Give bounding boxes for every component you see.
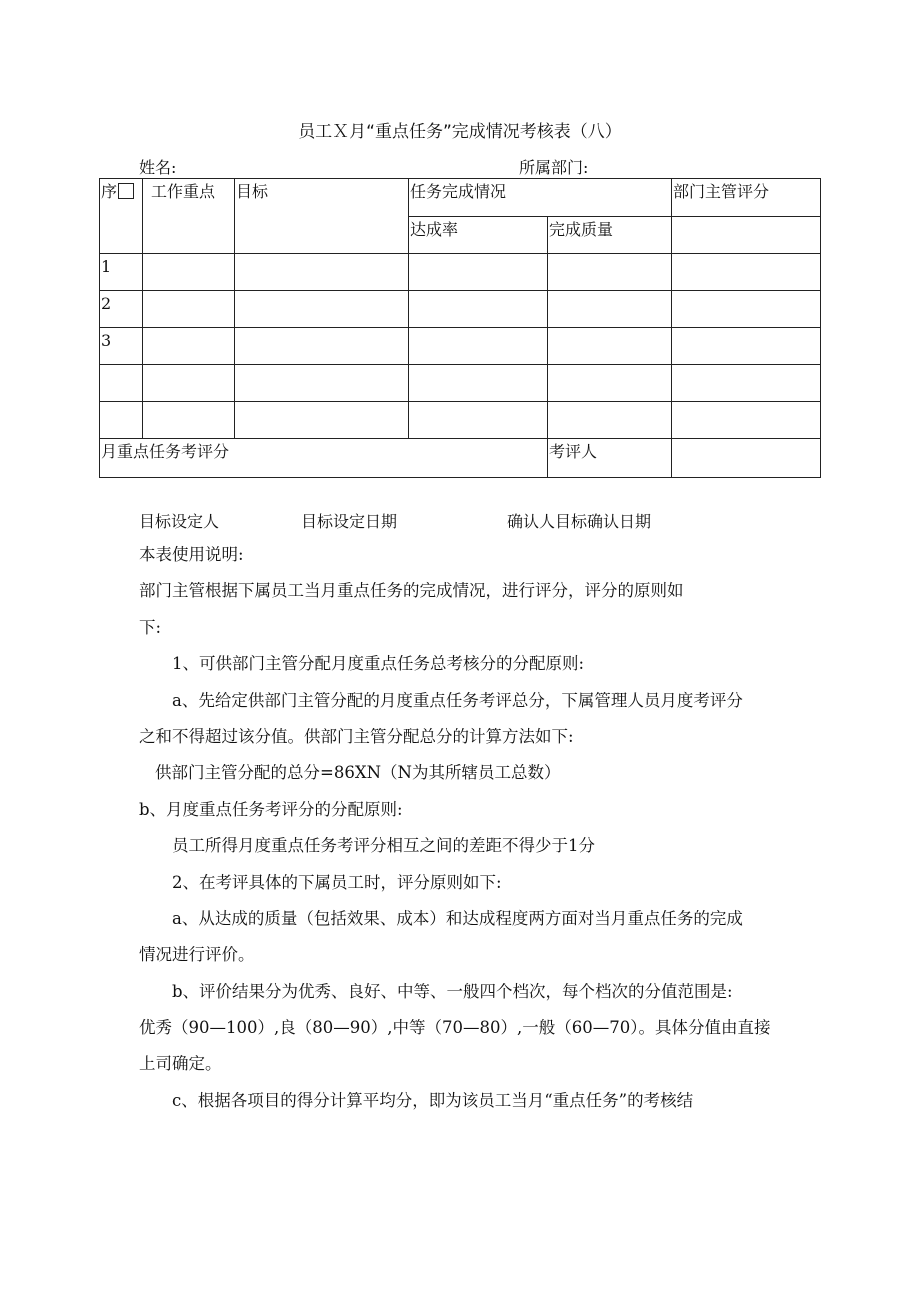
rule-2b-line2: 优秀（90—100）,良（80—90）,中等（70—80）,一般（60—70）。具体分值由直接 xyxy=(139,1018,771,1037)
row-work-focus[interactable] xyxy=(143,254,235,291)
rule-1a-line1: a、先给定供部门主管分配的月度重点任务考评总分，下属管理人员月度考评分 xyxy=(172,691,743,710)
name-label: 姓名: xyxy=(139,158,177,177)
goal-setter-label: 目标设定人 xyxy=(139,512,220,531)
row-number: 3 xyxy=(100,328,143,365)
header-manager-score: 部门主管评分 xyxy=(672,179,821,217)
row-rate[interactable] xyxy=(409,291,548,328)
rule-2: 2、在考评具体的下属员工时，评分原则如下: xyxy=(172,873,502,892)
table-row xyxy=(100,328,821,365)
row-number xyxy=(100,365,143,402)
row-quality[interactable] xyxy=(548,254,672,291)
goal-set-date-label: 目标设定日期 xyxy=(301,512,398,531)
rule-1b: b、月度重点任务考评分的分配原则: xyxy=(139,800,403,819)
row-goal[interactable] xyxy=(235,328,409,365)
table-row xyxy=(100,254,821,291)
rule-1a-formula: 供部门主管分配的总分=86XN（N为其所辖员工总数） xyxy=(155,763,561,782)
department-label: 所属部门: xyxy=(519,158,589,177)
table-row xyxy=(100,402,821,439)
form-title: 员工Ｘ月“重点任务”完成情况考核表（八） xyxy=(298,122,622,142)
header-completion-quality: 完成质量 xyxy=(548,217,672,254)
row-rate[interactable] xyxy=(409,365,548,402)
row-quality[interactable] xyxy=(548,291,672,328)
row-work-focus[interactable] xyxy=(143,291,235,328)
row-work-focus[interactable] xyxy=(143,365,235,402)
row-quality[interactable] xyxy=(548,365,672,402)
header-seq xyxy=(100,179,143,254)
rule-1a-line2: 之和不得超过该分值。供部门主管分配总分的计算方法如下: xyxy=(139,727,574,746)
rule-2b-line1: b、评价结果分为优秀、良好、中等、一般四个档次，每个档次的分值范围是: xyxy=(172,982,733,1001)
rule-2c: c、根据各项目的得分计算平均分，即为该员工当月“重点任务”的考核结 xyxy=(172,1091,694,1110)
assessment-table xyxy=(99,178,821,478)
row-work-focus[interactable] xyxy=(143,328,235,365)
evaluator-field[interactable] xyxy=(672,439,821,478)
rule-2b-line3: 上司确定。 xyxy=(139,1054,222,1073)
table-row xyxy=(100,291,821,328)
row-score[interactable] xyxy=(672,365,821,402)
goal-confirm-label: 确认人目标确认日期 xyxy=(507,512,652,531)
header-work-focus: 工作重点 xyxy=(143,179,235,254)
row-quality[interactable] xyxy=(548,402,672,439)
row-score[interactable] xyxy=(672,254,821,291)
rule-1: 1、可供部门主管分配月度重点任务总考核分的分配原则: xyxy=(172,654,585,673)
row-goal[interactable] xyxy=(235,254,409,291)
header-goal: 目标 xyxy=(235,179,409,254)
row-score[interactable] xyxy=(672,328,821,365)
row-rate[interactable] xyxy=(409,402,548,439)
row-rate[interactable] xyxy=(409,328,548,365)
row-work-focus[interactable] xyxy=(143,402,235,439)
rule-2a-line1: a、从达成的质量（包括效果、成本）和达成程度两方面对当月重点任务的完成 xyxy=(172,909,743,928)
header-seq-label: 序 xyxy=(101,182,118,201)
checkbox-glyph-icon xyxy=(118,183,134,199)
header-completion-status: 任务完成情况 xyxy=(409,179,672,217)
header-achievement-rate: 达成率 xyxy=(409,217,548,254)
row-score[interactable] xyxy=(672,402,821,439)
instructions-intro-line1: 部门主管根据下属员工当月重点任务的完成情况，进行评分，评分的原则如 xyxy=(139,581,684,600)
row-number: 1 xyxy=(100,254,143,291)
evaluator-label: 考评人 xyxy=(548,439,672,478)
row-goal[interactable] xyxy=(235,365,409,402)
total-score-label: 月重点任务考评分 xyxy=(100,439,548,478)
instructions-heading: 本表使用说明: xyxy=(139,545,244,564)
header-score-blank xyxy=(672,217,821,254)
row-number: 2 xyxy=(100,291,143,328)
rule-2a-line2: 情况进行评价。 xyxy=(139,945,255,964)
row-goal[interactable] xyxy=(235,291,409,328)
row-number xyxy=(100,402,143,439)
row-rate[interactable] xyxy=(409,254,548,291)
row-score[interactable] xyxy=(672,291,821,328)
rule-1b-text: 员工所得月度重点任务考评分相互之间的差距不得少于1分 xyxy=(172,836,595,855)
instructions-intro-line2: 下: xyxy=(139,618,162,637)
row-goal[interactable] xyxy=(235,402,409,439)
row-quality[interactable] xyxy=(548,328,672,365)
table-row xyxy=(100,365,821,402)
